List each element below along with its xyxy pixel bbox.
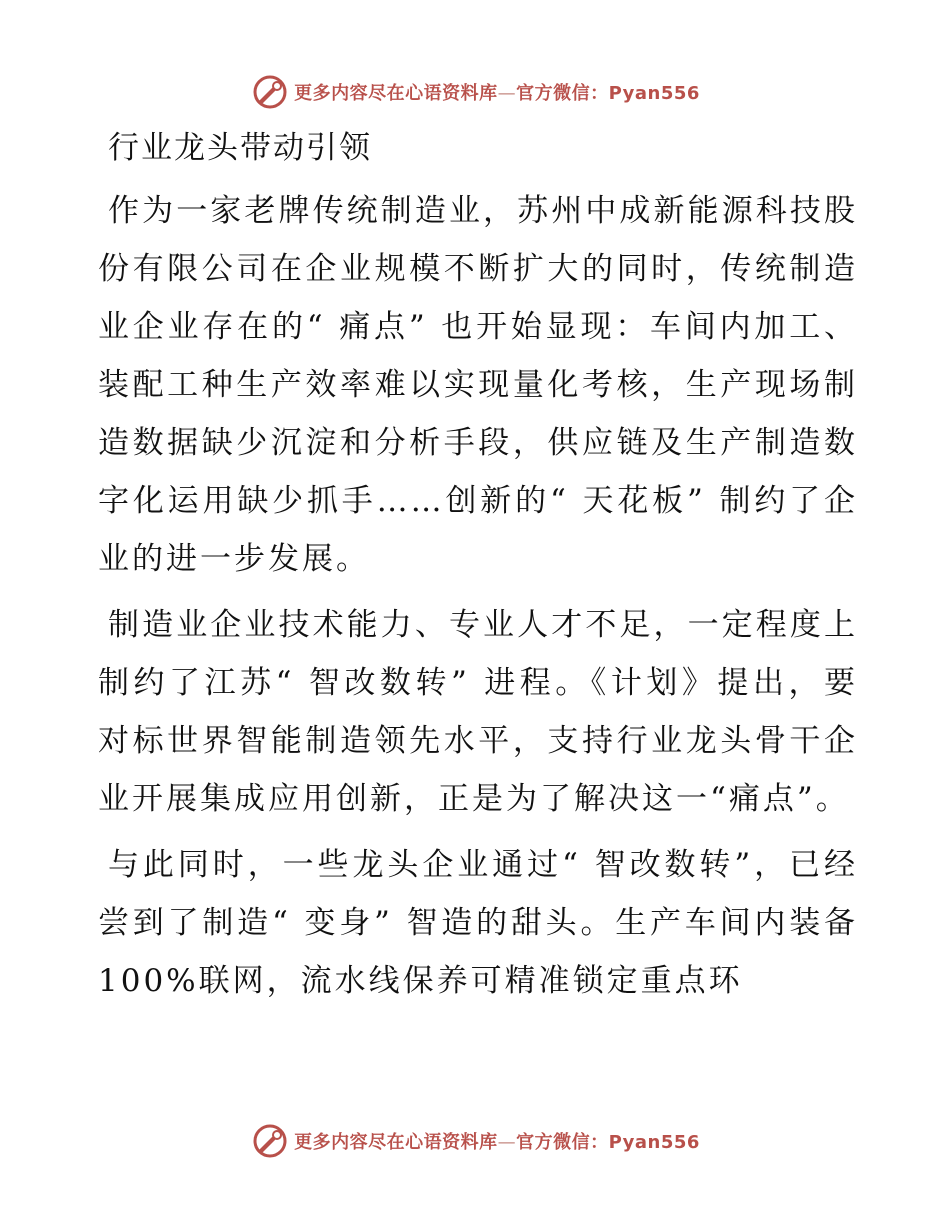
banner-main-text: 更多内容尽在心语资料库 [294,83,498,104]
logo-icon [250,72,290,112]
banner-text [294,1128,700,1154]
section-heading: 行业龙头带动引领 [108,130,372,166]
banner-wechat-text: 官方微信：Pyan556 [516,1132,700,1153]
header-banner [0,70,950,114]
paragraph-3: 与此同时，一些龙头企业通过“ 智改数转”，已经尝到了制造“ 变身” 智造的甜头。生产车间内装备 100%联网，流水线保养可精准锁定重点环 [98,847,858,999]
banner-dash: — [497,83,517,104]
banner-wechat-text: 官方微信：Pyan556 [516,83,700,104]
document-body [98,124,858,1018]
paragraph-2: 制造业企业技术能力、专业人才不足，一定程度上制约了江苏“ 智改数转” 进程。《计划》提出，要对标世界智能制造领先水平，支持行业龙头骨干企业开展集成应用创新，正是为了解决这一“痛点”。 [98,607,858,817]
logo-icon [250,1121,290,1161]
paragraph-1: 作为一家老牌传统制造业，苏州中成新能源科技股份有限公司在企业规模不断扩大的同时，传统制造业企业存在的“ 痛点” 也开始显现：车间内加工、装配工种生产效率难以实现量化考核，生产现场制造数据缺少沉淀和分析手段，供应链及生产制造数字化运用缺少抓手……创新的“ 天花板” 制约了企业的进一步发展。 [98,193,858,577]
banner-text [294,79,700,105]
banner-dash: — [497,1132,517,1153]
footer-banner [0,1119,950,1163]
banner-main-text: 更多内容尽在心语资料库 [294,1132,498,1153]
